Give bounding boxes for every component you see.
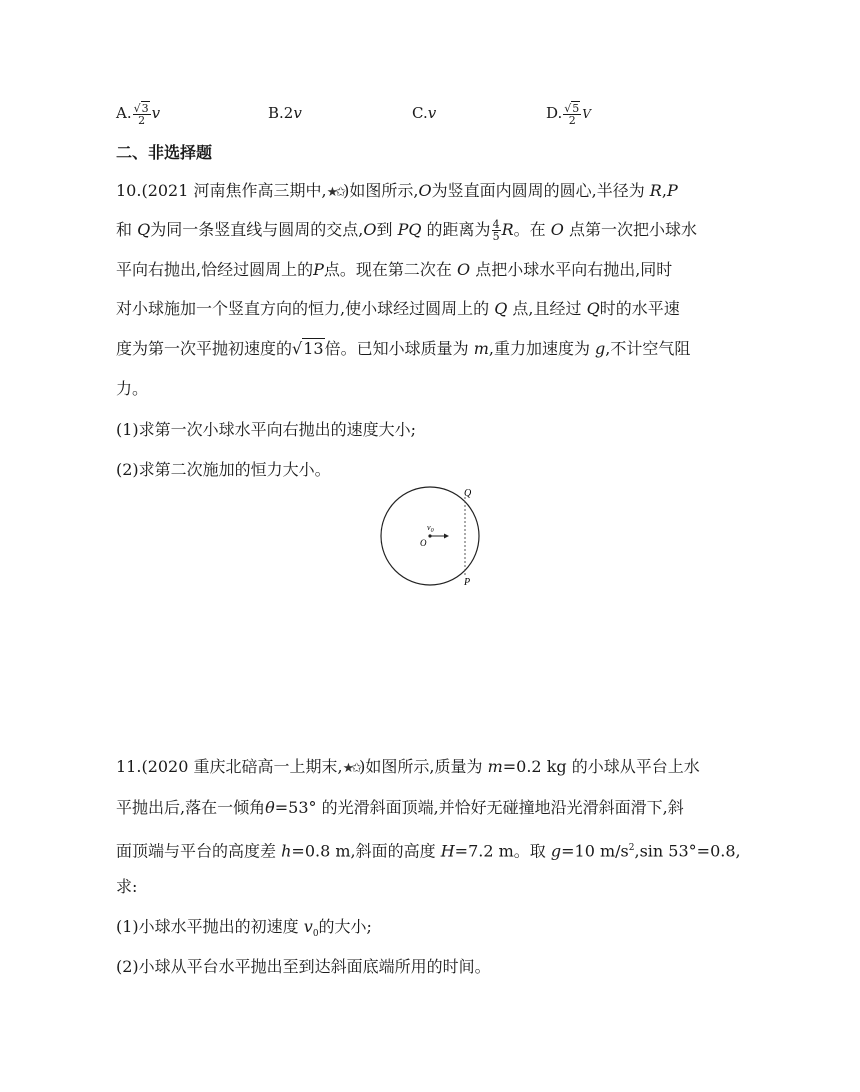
option-d-fraction: $\frac{√5}{2}$ — [564, 101, 580, 127]
option-d: D. $\frac{√5}{2}$ V — [546, 101, 591, 127]
label-q: Q — [464, 488, 472, 499]
distance-fraction: $\frac{4}{5}$ — [492, 218, 500, 243]
circle-figure — [370, 484, 490, 594]
q10-line-5: 度为第一次平抛初速度的√13倍。已知小球质量为 m,重力加速度为 g,不计空气阻 — [116, 339, 691, 358]
velocity-arrowhead-icon — [444, 534, 449, 539]
difficulty-star-icon: ★✩ — [342, 761, 360, 776]
q11-line-4: 求: — [116, 877, 138, 896]
q10-line-1: 10.(2021 河南焦作高三期中,★✩)如图所示,O为竖直面内圆周的圆心,半径为 R,P — [116, 181, 678, 203]
q10-line-3: 平向右抛出,恰经过圆周上的P点。现在第二次在 O 点把小球水平向右抛出,同时 — [116, 260, 673, 279]
q10-subquestion-1: (1)求第一次小球水平向右抛出的速度大小; — [116, 420, 417, 439]
option-a: A. $\frac{√3}{2}$ v — [116, 101, 161, 127]
q11-line-3: 面顶端与平台的高度差 h=0.8 m,斜面的高度 H=7.2 m。取 g=10 $m/s^2,\sin$ 53°=0.8, — [116, 841, 741, 861]
q10-line-4: 对小球施加一个竖直方向的恒力,使小球经过圆周上的 Q 点,且经过 Q时的水平速 — [116, 299, 680, 318]
q11-line-2: 平抛出后,落在一倾角θ=53° 的光滑斜面顶端,并恰好无碰撞地沿光滑斜面滑下,斜 — [116, 798, 684, 817]
option-a-fraction: $\frac{√3}{2}$ — [133, 101, 149, 127]
label-p: P — [464, 577, 471, 588]
label-v0: $v_0$ — [427, 523, 434, 534]
difficulty-star-icon: ★✩ — [326, 185, 344, 200]
sqrt-13: √13 — [292, 339, 324, 358]
q11-subquestion-2: (2)小球从平台水平抛出至到达斜面底端所用的时间。 — [116, 957, 491, 976]
q10-line-6: 力。 — [116, 379, 149, 398]
label-o: O — [420, 538, 427, 548]
q11-line-1: 11.(2020 重庆北碚高一上期末,★✩)如图所示,质量为 m=0.2 kg 的小球从平台上水 — [116, 757, 700, 779]
q10-subquestion-2: (2)求第二次施加的恒力大小。 — [116, 460, 331, 479]
option-c: C.v — [412, 104, 437, 122]
option-b: B.2v — [268, 104, 302, 122]
q10-line-2: 和 Q为同一条竖直线与圆周的交点,O到 PQ 的距离为 $\frac{4}{5}$ R。在 O 点第一次把小球水 — [116, 218, 697, 243]
q11-subquestion-1: (1)小球水平抛出的初速度 $v_0$的大小; — [116, 917, 372, 940]
section-heading: 二、非选择题 — [116, 143, 213, 162]
